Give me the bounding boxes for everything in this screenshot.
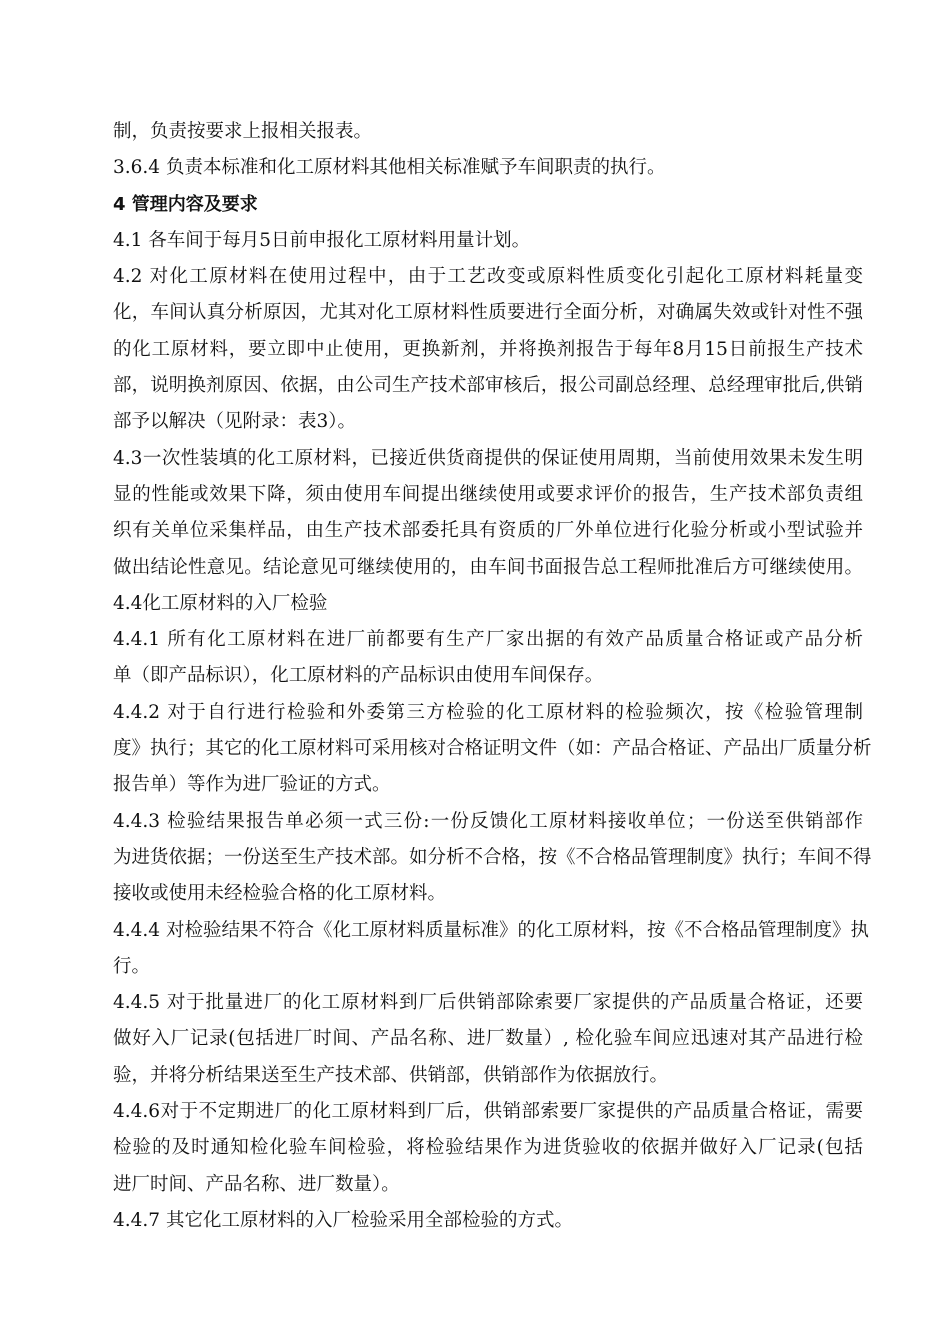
text-line: 进厂时间、产品名称、进厂数量）。 [113,1173,400,1195]
section-heading: 4 管理内容及要求 [113,193,258,215]
text-line: 4.4.7 其它化工原材料的入厂检验采用全部检验的方式。 [113,1209,573,1231]
text-line: 做好入厂记录(包括进厂时间、产品名称、进厂数量）, 检化验车间应迅速对其产品进行检 [113,1028,863,1050]
text-line: 显的性能或效果下降，须由使用车间提出继续使用或要求评价的报告，生产技术部负责组 [113,483,863,505]
text-line: 制，负责按要求上报相关报表。 [113,121,373,142]
text-line: 的化工原材料，要立即中止使用，更换新剂，并将换剂报告于每年8月15日前报生产技术 [113,338,863,360]
text-line: 织有关单位采集样品，由生产技术部委托具有资质的厂外单位进行化验分析或小型试验并 [113,520,863,542]
text-line: 4.1 各车间于每月5日前申报化工原材料用量计划。 [113,229,531,251]
text-line: 4.4化工原材料的入厂检验 [113,592,328,614]
text-line: 4.4.5 对于批量进厂的化工原材料到厂后供销部除索要厂家提供的产品质量合格证，还要 [113,992,863,1014]
text-line: 验，并将分析结果送至生产技术部、供销部，供销部作为依据放行。 [113,1064,669,1086]
text-line: 4.4.6对于不定期进厂的化工原材料到厂后，供销部索要厂家提供的产品质量合格证，需要 [113,1101,863,1123]
text-line: 4.3一次性装填的化工原材料，已接近供货商提供的保证使用周期，当前使用效果未发生明 [113,447,863,469]
text-line: 4.4.2 对于自行进行检验和外委第三方检验的化工原材料的检验频次，按《检验管理制 [113,701,863,723]
text-line: 检验的及时通知检化验车间检验，将检验结果作为进货验收的依据并做好入厂记录(包括 [113,1137,863,1159]
text-line: 4.4.3 检验结果报告单必须一式三份:一份反馈化工原材料接收单位；一份送至供销部作 [113,810,863,832]
text-line: 接收或使用未经检验合格的化工原材料。 [113,883,447,905]
text-line: 4.4.1 所有化工原材料在进厂前都要有生产厂家出据的有效产品质量合格证或产品分析 [113,629,863,651]
text-line: 为进货依据；一份送至生产技术部。如分析不合格，按《不合格品管理制度》执行；车间不得 [113,846,872,868]
text-line: 化，车间认真分析原因，尤其对化工原材料性质要进行全面分析，对确属失效或针对性不强 [113,302,863,324]
text-line: 单（即产品标识），化工原材料的产品标识由使用车间保存。 [113,665,604,687]
text-line: 部，说明换剂原因、依据，由公司生产技术部审核后，报公司副总经理、总经理审批后,供销 [113,375,863,397]
text-line: 4.4.4 对检验结果不符合《化工原材料质量标准》的化工原材料，按《不合格品管理制度》执 [113,919,869,941]
text-line: 3.6.4 负责本标准和化工原材料其他相关标准赋予车间职责的执行。 [113,157,666,179]
text-line: 4.2 对化工原材料在使用过程中，由于工艺改变或原料性质变化引起化工原材料耗量变 [113,266,863,288]
text-line: 行。 [113,955,151,977]
text-line: 报告单）等作为进厂验证的方式。 [113,774,391,796]
text-line: 部予以解决（见附录：表3）。 [113,411,357,433]
document-body [113,114,872,1239]
text-line: 做出结论性意见。结论意见可继续使用的，由车间书面报告总工程师批准后方可继续使用。 [113,556,863,578]
text-line: 度》执行；其它的化工原材料可采用核对合格证明文件（如：产品合格证、产品出厂质量分析 [113,738,872,760]
